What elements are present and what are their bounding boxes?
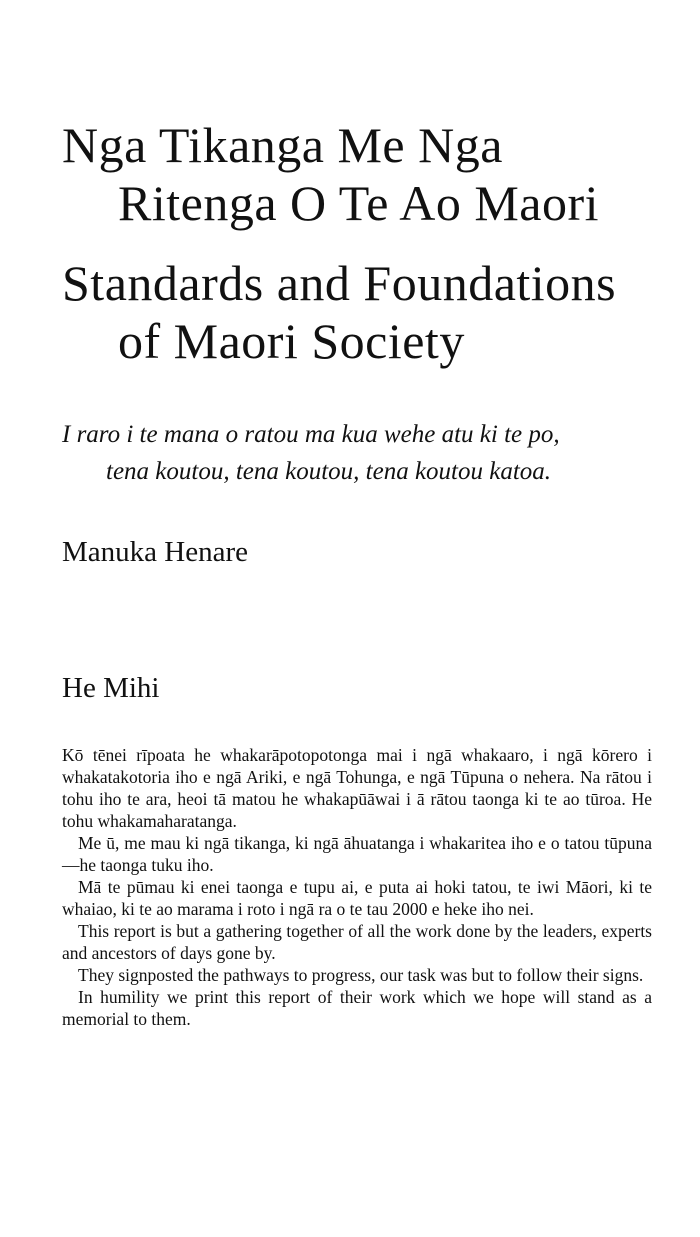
- maori-title-line-2: Ritenga O Te Ao Maori: [118, 175, 600, 231]
- paragraph-6: In humility we print this report of their work which we hope will stand as a memorial to them.: [62, 987, 652, 1029]
- paragraph-4: This report is but a gathering together of all the work done by the leaders, experts and ancestors of days gone by.: [62, 921, 652, 963]
- epigraph-line-2: tena koutou, tena koutou, tena koutou katoa.: [106, 458, 552, 485]
- paragraph-2: Me ū, me mau ki ngā tikanga, ki ngā āhuatanga i whakaritea iho e o tatou tūpuna—he taonga tuku iho.: [62, 833, 652, 875]
- paragraph-1: Kō tēnei rīpoata he whakarāpotopotonga mai i ngā whakaaro, i ngā kōrero i whakatakotoria iho e ngā Ariki, e ngā Tohunga, e ngā Tūpuna o nehera. Na rātou i tohu iho te ara, heoi tā matou he whakapūāwai i ā rātou taonga ki te ao tūroa. He tohu whakamaharatanga.: [62, 745, 652, 831]
- english-title-line-1: Standards and Foundations: [62, 255, 617, 311]
- english-title-line-2: of Maori Society: [118, 313, 465, 369]
- epigraph: [62, 416, 662, 490]
- paragraph-3: Mā te pūmau ki enei taonga e tupu ai, e puta ai hoki tatou, te iwi Māori, ki te whaiao, ki te ao marama i roto i ngā ra o te tau 2000 e heke iho nei.: [62, 877, 652, 919]
- author-name: Manuka Henare: [62, 536, 248, 568]
- maori-title-line-1: Nga Tikanga Me Nga: [62, 117, 503, 173]
- section-heading: He Mihi: [62, 672, 160, 704]
- epigraph-line-1: I raro i te mana o ratou ma kua wehe atu ki te po,: [62, 421, 560, 448]
- body-text: [62, 744, 652, 1030]
- english-title: [62, 254, 662, 370]
- maori-title: [62, 116, 662, 232]
- paragraph-5: They signposted the pathways to progress, our task was but to follow their signs.: [78, 965, 644, 985]
